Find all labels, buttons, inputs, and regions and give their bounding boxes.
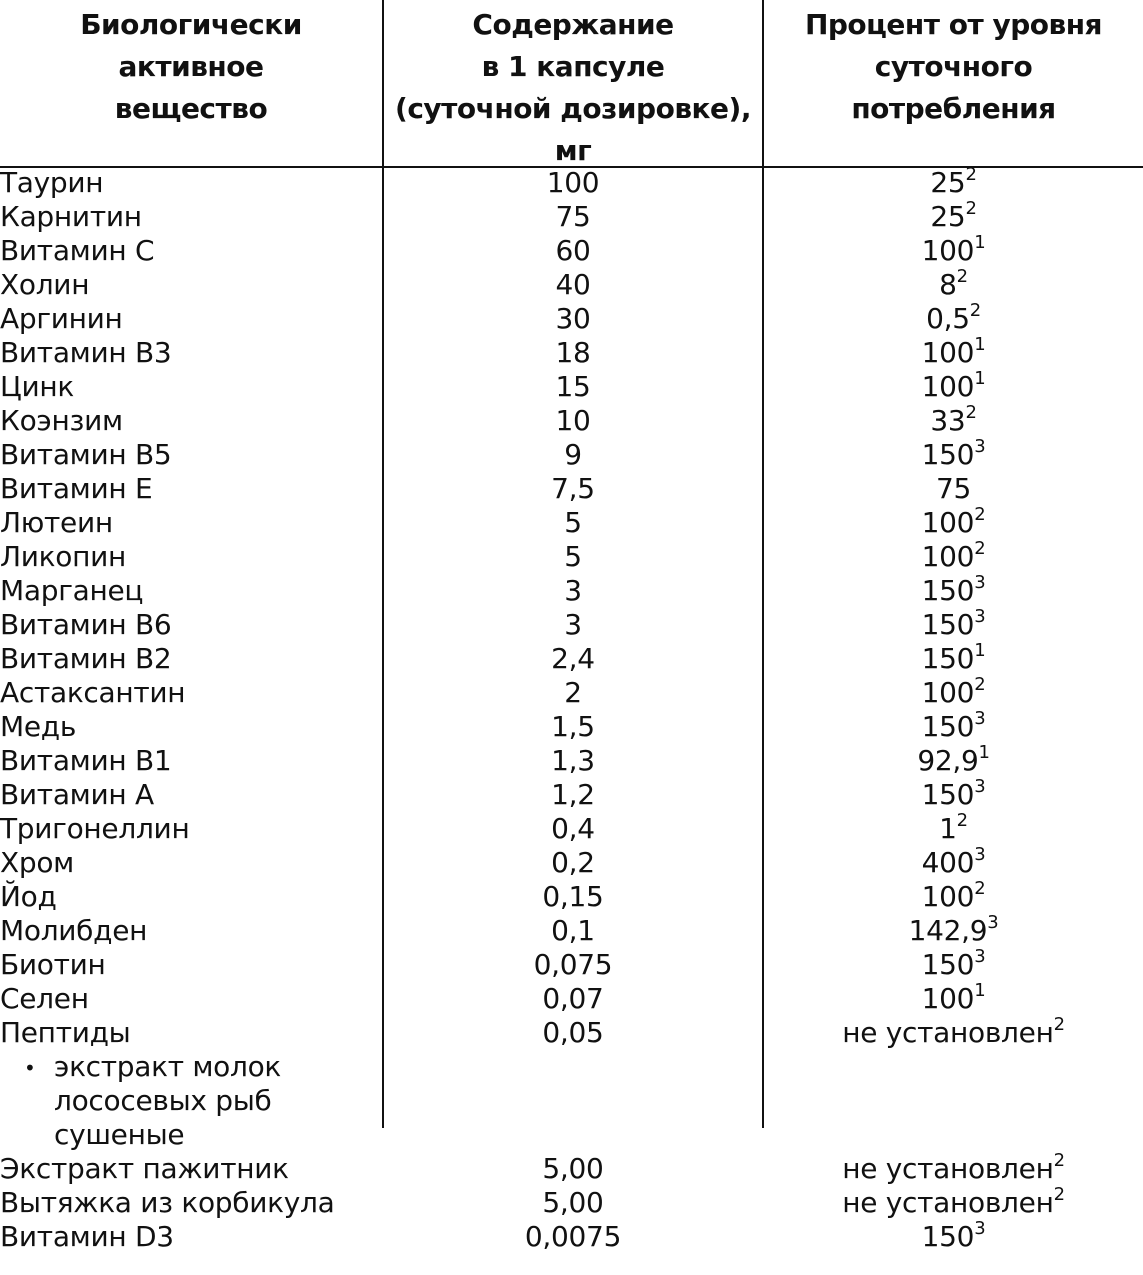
percent-value: не установлен — [842, 1016, 1054, 1049]
daily-percent — [764, 537, 1143, 574]
content-mg: 0,4 — [551, 812, 595, 845]
daily-percent — [764, 571, 1143, 608]
percent-value: 1 — [939, 812, 957, 845]
footnote-ref: 1 — [974, 333, 986, 355]
content-mg: 3 — [564, 574, 582, 607]
daily-percent — [764, 911, 1143, 948]
substance-name: Марганец — [0, 574, 144, 607]
daily-percent — [764, 299, 1143, 336]
percent-value: 150 — [921, 574, 975, 607]
content-mg: 0,15 — [542, 880, 604, 913]
daily-percent — [764, 503, 1143, 540]
bullet-icon: • — [24, 1056, 36, 1080]
percent-value: 33 — [930, 404, 966, 437]
percent-value: 25 — [930, 200, 966, 233]
daily-percent — [764, 163, 1143, 200]
peptide-subitem: экстракт молок — [54, 1050, 282, 1083]
substance-name: Аргинин — [0, 302, 123, 335]
footnote-ref: 2 — [956, 809, 968, 831]
footnote-ref: 3 — [974, 945, 986, 967]
percent-value: 400 — [921, 846, 975, 879]
percent-value: 25 — [930, 166, 966, 199]
daily-percent — [764, 1149, 1143, 1186]
header-percent: Процент от уровня суточного потребления — [804, 8, 1103, 125]
percent-value: 142,9 — [908, 914, 988, 947]
substance-name: Хром — [0, 846, 75, 879]
content-mg: 2,4 — [551, 642, 595, 675]
daily-percent — [764, 707, 1143, 744]
daily-percent — [764, 1217, 1143, 1254]
content-mg: 0,1 — [551, 914, 595, 947]
percent-value: 150 — [921, 710, 975, 743]
footnote-ref: 2 — [974, 673, 986, 695]
footnote-ref: 2 — [956, 265, 968, 287]
substance-name: Холин — [0, 268, 90, 301]
footnote-ref: 2 — [1053, 1149, 1065, 1171]
content-mg: 15 — [555, 370, 591, 403]
header-substance: Биологически активное вещество — [80, 8, 302, 125]
substance-name: Витамин Е — [0, 472, 153, 505]
footnote-ref: 3 — [974, 605, 986, 627]
footnote-ref: 2 — [965, 197, 977, 219]
content-mg: 75 — [555, 200, 591, 233]
content-mg: 100 — [546, 166, 600, 199]
substance-name: Лютеин — [0, 506, 113, 539]
content-mg: 0,2 — [551, 846, 595, 879]
daily-percent — [764, 1013, 1143, 1050]
daily-percent — [764, 435, 1143, 472]
peptide-subitem: лососевых рыб — [54, 1084, 272, 1117]
footnote-ref: 1 — [974, 979, 986, 1001]
percent-value: 100 — [921, 336, 975, 369]
substance-name: Тригонеллин — [0, 812, 190, 845]
content-mg: 40 — [555, 268, 591, 301]
content-mg: 1,5 — [551, 710, 595, 743]
daily-percent — [764, 809, 1143, 846]
percent-value: 100 — [921, 234, 975, 267]
footnote-ref: 2 — [1053, 1013, 1065, 1035]
percent-value: 100 — [921, 370, 975, 403]
substance-name: Пептиды — [0, 1016, 131, 1049]
substance-name: Коэнзим — [0, 404, 123, 437]
footnote-ref: 2 — [1053, 1183, 1065, 1205]
footnote-ref: 3 — [987, 911, 999, 933]
footnote-ref: 1 — [974, 231, 986, 253]
content-mg: 18 — [555, 336, 591, 369]
daily-percent — [764, 979, 1143, 1016]
substance-name: Молибден — [0, 914, 148, 947]
percent-value: 8 — [939, 268, 957, 301]
footnote-ref: 1 — [974, 367, 986, 389]
daily-percent — [764, 367, 1143, 404]
substance-name: Астаксантин — [0, 676, 186, 709]
peptide-subitem: сушеные — [54, 1118, 185, 1151]
content-mg: 0,05 — [542, 1016, 604, 1049]
content-mg: 3 — [564, 608, 582, 641]
substance-name: Медь — [0, 710, 77, 743]
daily-percent — [764, 639, 1143, 676]
daily-percent — [764, 1183, 1143, 1220]
substance-name: Витамин С — [0, 234, 155, 267]
substance-name: Таурин — [0, 166, 104, 199]
substance-name: Вытяжка из корбикула — [0, 1186, 335, 1219]
content-mg: 5 — [564, 506, 582, 539]
content-mg: 0,0075 — [524, 1220, 622, 1253]
daily-percent — [764, 775, 1143, 812]
daily-percent — [764, 945, 1143, 982]
footnote-ref: 3 — [974, 571, 986, 593]
substance-name: Экстракт пажитник — [0, 1152, 289, 1185]
substance-name: Витамин А — [0, 778, 154, 811]
content-mg: 0,07 — [542, 982, 604, 1015]
footnote-ref: 1 — [974, 639, 986, 661]
content-mg: 7,5 — [551, 472, 595, 505]
percent-value: не установлен — [842, 1186, 1054, 1219]
footnote-ref: 3 — [974, 1217, 986, 1239]
daily-percent — [764, 843, 1143, 880]
substance-name: Витамин В1 — [0, 744, 172, 777]
footnote-ref: 3 — [974, 775, 986, 797]
substance-name: Витамин В3 — [0, 336, 172, 369]
daily-percent — [764, 333, 1143, 370]
content-mg: 1,3 — [551, 744, 595, 777]
percent-value: 150 — [921, 948, 975, 981]
percent-value: 0,5 — [926, 302, 970, 335]
substance-name: Цинк — [0, 370, 74, 403]
percent-value: 100 — [921, 880, 975, 913]
content-mg: 1,2 — [551, 778, 595, 811]
substance-name: Витамин В6 — [0, 608, 172, 641]
content-mg: 5 — [564, 540, 582, 573]
footnote-ref: 2 — [965, 401, 977, 423]
percent-value: 75 — [935, 472, 972, 505]
content-mg: 10 — [555, 404, 591, 437]
percent-value: 92,9 — [917, 744, 979, 777]
footnote-ref: 2 — [974, 877, 986, 899]
substance-name: Витамин В2 — [0, 642, 172, 675]
footnote-ref: 3 — [974, 707, 986, 729]
footnote-ref: 3 — [974, 435, 986, 457]
substance-name: Витамин В5 — [0, 438, 172, 471]
substance-name: Ликопин — [0, 540, 127, 573]
percent-value: 100 — [921, 506, 975, 539]
footnote-ref: 3 — [974, 843, 986, 865]
percent-value: 100 — [921, 540, 975, 573]
daily-percent — [764, 741, 1143, 778]
substance-name: Биотин — [0, 948, 106, 981]
substance-name: Витамин D3 — [0, 1220, 174, 1253]
substance-name: Селен — [0, 982, 89, 1015]
substance-name: Карнитин — [0, 200, 142, 233]
content-mg: 9 — [564, 438, 582, 471]
percent-value: не установлен — [842, 1152, 1054, 1185]
daily-percent — [764, 265, 1143, 302]
content-mg: 5,00 — [542, 1152, 604, 1185]
daily-percent — [764, 877, 1143, 914]
footnote-ref: 2 — [969, 299, 981, 321]
percent-value: 150 — [921, 608, 975, 641]
footnote-ref: 2 — [974, 537, 986, 559]
content-mg: 0,075 — [533, 948, 613, 981]
content-mg: 30 — [555, 302, 591, 335]
substance-name: Йод — [0, 880, 57, 913]
daily-percent — [764, 401, 1143, 438]
daily-percent — [764, 605, 1143, 642]
daily-percent — [764, 231, 1143, 268]
percent-value: 150 — [921, 438, 975, 471]
content-mg: 60 — [555, 234, 591, 267]
footnote-ref: 2 — [965, 163, 977, 185]
percent-value: 150 — [921, 1220, 975, 1253]
daily-percent — [764, 197, 1143, 234]
content-mg: 2 — [564, 676, 582, 709]
content-mg: 5,00 — [542, 1186, 604, 1219]
footnote-ref: 1 — [978, 741, 990, 763]
daily-percent — [764, 673, 1143, 710]
daily-percent — [764, 472, 1143, 506]
percent-value: 150 — [921, 778, 975, 811]
percent-value: 100 — [921, 982, 975, 1015]
percent-value: 100 — [921, 676, 975, 709]
footnote-ref: 2 — [974, 503, 986, 525]
header-content: Содержание в 1 капсуле (суточной дозировке), мг — [395, 8, 751, 167]
percent-value: 150 — [921, 642, 975, 675]
